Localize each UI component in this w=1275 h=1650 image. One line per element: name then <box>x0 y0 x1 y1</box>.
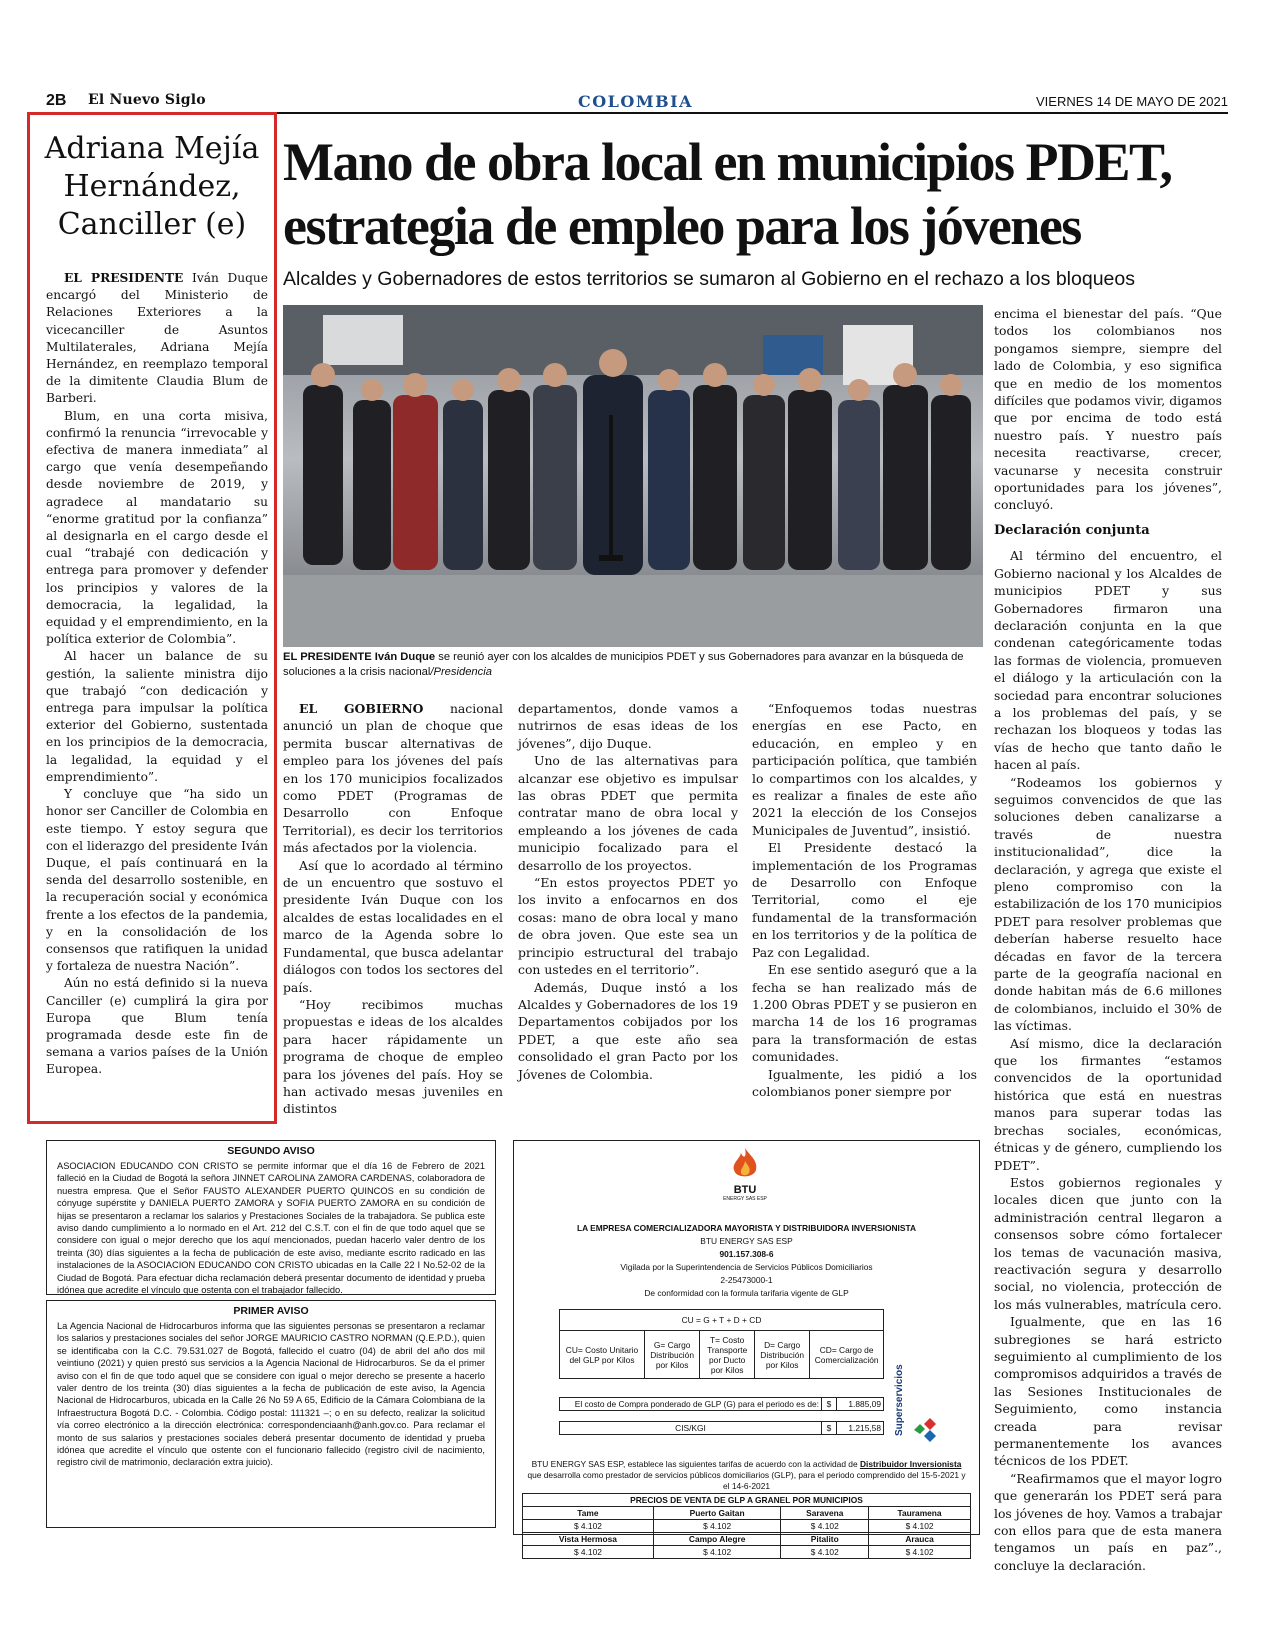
article-paragraph: Estos gobiernos regionales y locales dicen que junto con la administración central llegaron a consensos sobre cómo fortalecer los temas de vacunación masiva, reactivación segura y desarrollo social, no violencia, protección de los más vulnerables, matrícula cero. <box>994 1174 1222 1312</box>
article-paragraph: Al término del encuentro, el Gobierno nacional y los Alcaldes de municipios PDET y sus Gobernadores firmaron una declaración conjunta en la que condenan categóricamente todas las formas de violencia, promueven el diálogo y la articulación con la sociedad para encontrar soluciones a los problemas del país, y se rechazan los bloqueos y todas las vías de hecho que tanto daño le hacen al país. <box>994 548 1222 773</box>
article-paragraph: Así mismo, dice la declaración que los firmantes “estamos convencidos de la oportunidad histórica que está en nuestras manos para superar todas las brechas sociales, económicas, étnicas y de género, cumpliendo los PDET”. <box>994 1035 1222 1173</box>
price-value: $ 4.102 <box>869 1520 971 1533</box>
flame-icon <box>730 1147 760 1181</box>
cost-currency: $ <box>822 1398 837 1411</box>
article-photo <box>283 305 983 647</box>
price-value: $ 4.102 <box>523 1520 654 1533</box>
article-paragraph: “Rodeamos los gobiernos y seguimos convencidos de que las soluciones deben canalizarse a través de nuestra institucionalidad”, dice la declaración, y agrega que existe el pleno compromiso con la estabilización de los 170 municipios PDET para resolver problemas que deberían haberse resuelto hace décadas en favor de la tercera parte de la geografía nacional en donde habitan más de 6.6 millones de colombianos, incluido el 30% de las víctimas. <box>994 774 1222 1034</box>
second-notice-title: SEGUNDO AVISO <box>227 1145 315 1157</box>
superservicios-text: Superservicios <box>894 1364 905 1436</box>
first-notice-title: PRIMER AVISO <box>233 1305 309 1317</box>
newspaper-name: El Nuevo Siglo <box>88 92 206 108</box>
btu-advertisement <box>513 1140 980 1557</box>
sidebar-paragraph: Y concluye que “ha sido un honor ser Canciller de Colombia en este tiempo. Y estoy segura que con el liderazgo del presidente Iván Duque, el país continuará en la senda del desarrollo sostenible, en la recuperación social y económica frente a los efectos de la pandemia, y en la consolidación de los consensos que ratifiquen la unidad y fortaleza de nuestra Nación”. <box>46 787 268 974</box>
article-paragraph: Igualmente, les pidió a los colombianos poner siempre por <box>752 1066 977 1099</box>
btu-company-line1: LA EMPRESA COMERCIALIZADORA MAYORISTA Y DISTRIBUIDORA INVERSIONISTA <box>576 1223 917 1233</box>
tarifa-text-b: Distribuidor Inversionista <box>859 1459 962 1469</box>
article-paragraph: Así que lo acordado al término de un encuentro que sostuvo el presidente Iván Duque con los alcaldes de estas localidades en el marco de la Agenda sobre lo Fundamental, que busca adelantar diálogos con todos los sectores del país. <box>283 857 503 995</box>
article-paragraph: encima el bienestar del país. “Que todos los colombianos nos pongamos siempre, siempre del lado de Colombia, y eso significa que en medio de los momentos difíciles que podamos vivir, digamos que por encima de todo está nuestro país. Y nuestro país necesita reactivarse, crecer, vacunarse y necesita construir oportunidades para los jóvenes”, concluyó. <box>994 306 1222 513</box>
tarifa-text-a: BTU ENERGY SAS ESP, establece las siguientes tarifas de acuerdo con la actividad de <box>531 1459 858 1469</box>
article-text: nacional anunció un plan de choque que permita buscar alternativas de empleo para los jóvenes del país en los 170 municipios focalizados como PDET (Programas de Desarrollo con Enfoque Territorial), es decir los territorios más afectados por la violencia. <box>283 701 503 856</box>
sidebar-title: Adriana Mejía Hernández, Canciller (e) <box>44 131 260 242</box>
article-column-2 <box>518 700 738 1083</box>
article-headline: Mano de obra local en municipios PDET, estrategia de empleo para los jóvenes <box>283 132 1172 256</box>
btu-logo <box>709 1147 781 1209</box>
formula-cell: D= Cargo Distribución por Kilos <box>755 1331 810 1379</box>
cis-currency: $ <box>822 1422 837 1435</box>
formula-cell: G= Cargo Distribución por Kilos <box>645 1331 700 1379</box>
formula-cell: CU= Costo Unitario del GLP por Kilos <box>560 1331 645 1379</box>
first-notice-text: La Agencia Nacional de Hidrocarburos informa que las siguientes personas se presentaron a reclamar los salarios y prestaciones sociales del señor JORGE MAURICIO CASTRO NORMAN (Q.E.P.D.), quien se identificaba con la C.C. 79.531.027 de Bogotá, fallecido el cuatro (04) de abril del año dos mil veintiuno (2021) y quien prestó sus servicios a la Agencia Nacional de Hidrocarburos. Se da el primer aviso con el fin de que todo aquel que se considere con igual o mejor derecho se presente a hacerlo valer dentro de los treinta (30) días siguientes a la fecha de publicación de este aviso, la Agencia Nacional de Hidrocarburos, ubicada en la Calle 26 No 59 A 65, Edificio de la Cámara Colombiana de la Infraestructura Bogotá D.C. - Colombia. Código postal: 111321 –; o en su defecto, realizar la solicitud vía correo electrónico a la dirección electrónica: correspondenciaanh@anh.gov.co. Para reclamar el monto de sus salarios y prestaciones sociales deberá presentar documento de identidad y prueba idónea que acredite el vínculo que ostente con el funcionario fallecido (registro civil de nacimiento, registro civil de matrimonio, declaración extra juicio). <box>57 1321 485 1468</box>
article-paragraph: “Enfoquemos todas nuestras energías en ese Pacto, en educación, en empleo y en participación política, que también lo compartimos con los alcaldes, y es realizar a finales de este año 2021 la elección de los Consejos Municipales de Juventud”, insistió. <box>752 701 977 838</box>
article-paragraph: Además, Duque instó a los Alcaldes y Gobernadores de los 19 Departamentos cobijados por los PDET, a que este año sea consolidado el gran Pacto por los Jóvenes de Colombia. <box>518 979 738 1082</box>
price-value: $ 4.102 <box>781 1546 869 1559</box>
article-paragraph <box>283 700 503 857</box>
sidebar-paragraph: Aún no está definido si la nueva Canciller (e) cumplirá la gira por Europa que Blum tenía programada desde este fin de semana a varios países de la Unión Europea. <box>46 976 268 1077</box>
article-paragraph: “Hoy recibimos muchas propuestas e ideas de los alcaldes para hacer rápidamente un programa de choque de empleo para los jóvenes del país. Hoy se han activado mesas juveniles en distintos <box>283 996 503 1117</box>
btu-nit: 901.157.308-6 <box>719 1249 774 1259</box>
superservicios-icon <box>912 1416 938 1442</box>
price-value: $ 4.102 <box>523 1546 654 1559</box>
price-value: $ 4.102 <box>869 1546 971 1559</box>
price-municipio: Tame <box>523 1507 654 1520</box>
btu-company-line2: BTU ENERGY SAS ESP <box>700 1236 793 1246</box>
price-value: $ 4.102 <box>653 1520 781 1533</box>
btu-vigilada: Vigilada por la Superintendencia de Servicios Públicos Domiciliarios <box>620 1262 873 1272</box>
price-municipio: Campo Alegre <box>653 1533 781 1546</box>
second-notice-text: ASOCIACION EDUCANDO CON CRISTO se permite informar que el día 16 de Febrero de 2021 falleció en la Ciudad de Bogotá la señora JINNET CAROLINA ZAMORA CARDENAS, colaboradora de nuestra empresa. Que el Señor FAUSTO ALEXANDER PUERTO QUINCOS en su condición de cónyuge supérstite y DANIELA PUERTO ZAMORA y SOFIA PUERTO ZAMORA en su condición de hijas se presentaron a reclamar los salarios y Prestaciones Sociales de la trabajadora. Se publica este aviso dando cumplimiento a lo normado en el Art. 212 del C.S.T. con el fin de que todo aquel que se considere con igual o mejor derecho que los aquí mencionados, puedan hacerlo valer dentro de los treinta (30) días siguientes a la fecha de publicación de este aviso, mediante escrito radicado en las instalaciones de la ASOCIACION EDUCANDO CON CRISTO ubicadas en la Calle 22 I No.52-02 de la Ciudad de Bogotá. Para efectuar dicha reclamación deberá presentar documento de identidad y prueba idónea que acredite el vínculo que ostenta con el trabajador fallecido. <box>57 1161 485 1296</box>
article-column-1 <box>283 700 503 1118</box>
cis-table <box>559 1421 884 1435</box>
sidebar-lead: EL PRESIDENTE <box>64 271 184 285</box>
btu-logo-sub: ENERGY SAS ESP <box>723 1196 767 1202</box>
article-subtitle: Declaración conjunta <box>994 522 1150 538</box>
article-paragraph: En ese sentido aseguró que a la fecha se han realizado más de 1.200 Obras PDET y se pusieron en marcha 14 de los 16 programas para la transformación de estas comunidades. <box>752 962 977 1065</box>
photo-caption <box>283 650 983 680</box>
article-paragraph: El Presidente destacó la implementación de los Programas de Desarrollo con Enfoque Territorial, como el eje fundamental de la transformación en los territorios y de la política de Paz con Legalidad. <box>752 840 977 960</box>
sidebar-paragraph: Blum, en una corta misiva, confirmó la renuncia “irrevocable y efectiva de manera inmediata” al cargo que venía desempeñando desde noviembre de 2019, y agradece al mandatario su “enorme gratitud por la confianza” al designarla en el cargo desde el cual “trabajé con dedicación y entrega para promover y defender los principios y valores de la democracia, la legalidad, la equidad y el emprendimiento, en la política exterior de Colombia”. <box>46 408 268 647</box>
sidebar-paragraph <box>46 270 268 408</box>
sidebar-text: Iván Duque encargó del Ministerio de Relaciones Exteriores a la vicecanciller de Asuntos Multilaterales, Adriana Mejía Hernández, en reemplazo temporal de la dimitente Claudia Blum de Barberi. <box>46 271 268 406</box>
page-number: 2B <box>46 92 67 109</box>
price-municipio: Saravena <box>781 1507 869 1520</box>
sidebar-body <box>46 270 268 1079</box>
cost-table <box>559 1397 884 1411</box>
issue-date: VIERNES 14 DE MAYO DE 2021 <box>1036 94 1228 109</box>
prices-table <box>522 1493 971 1559</box>
cost-label: El costo de Compra ponderado de GLP (G) para el periodo es de: <box>560 1398 822 1411</box>
section-name: COLOMBIA <box>578 92 693 111</box>
article-paragraph: “En estos proyectos PDET yo los invito a enfocarnos en dos cosas: mano de obra local y mano de obra joven. Que este sea un principio estructural del trabajo con ustedes en el territorio”. <box>518 875 738 978</box>
cis-value: 1.215,58 <box>837 1422 884 1435</box>
price-municipio: Vista Hermosa <box>523 1533 654 1546</box>
first-notice <box>46 1300 496 1528</box>
cis-label: CIS/KGI <box>560 1422 822 1435</box>
article-subhead: Alcaldes y Gobernadores de estos territorios se sumaron al Gobierno en el rechazo a los bloqueos <box>283 268 1135 290</box>
btu-logo-text: BTU <box>733 1184 757 1196</box>
superservicios-logo <box>894 1336 954 1446</box>
second-notice <box>46 1140 496 1295</box>
price-municipio: Pitalito <box>781 1533 869 1546</box>
price-value: $ 4.102 <box>653 1546 781 1559</box>
article-paragraph: departamentos, donde vamos a nutrirnos de esas ideas de los jóvenes”, dijo Duque. <box>518 701 738 751</box>
prices-title: PRECIOS DE VENTA DE GLP A GRANEL POR MUNICIPIOS <box>523 1494 971 1507</box>
btu-code: 2-25473000-1 <box>720 1275 773 1285</box>
article-paragraph: Igualmente, que en las 16 subregiones se hará estricto seguimiento al cumplimiento de los compromisos adquiridos a través de las Sesiones Institucionales de Seguimiento, como instancia creada para revisar permanentemente los avances técnicos de los PDET. <box>994 1314 1222 1469</box>
price-municipio: Tauramena <box>869 1507 971 1520</box>
caption-text: se reunió ayer con los alcaldes de municipios PDET y sus Gobernadores para avanzar en la búsqueda de soluciones a la crisis nacional <box>283 651 964 678</box>
btu-conformidad: De conformidad con la formula tarifaria vigente de GLP <box>644 1288 849 1298</box>
cost-value: 1.885,09 <box>837 1398 884 1411</box>
caption-lead: EL PRESIDENTE Iván Duque <box>283 651 436 663</box>
price-municipio: Puerto Gaitan <box>653 1507 781 1520</box>
formula-table <box>559 1309 884 1379</box>
formula-text: CU = G + T + D + CD <box>560 1310 884 1331</box>
article-column-4 <box>994 305 1222 1574</box>
formula-cell: T= Costo Transporte por Ducto por Kilos <box>700 1331 755 1379</box>
article-paragraph: Uno de las alternativas para alcanzar ese objetivo es impulsar las obras PDET que permita contratar mano de obra local y empleando a los jóvenes de cada municipio focalizado para el desarrollo de los proyectos. <box>518 753 738 873</box>
press-conference-photo <box>283 305 983 647</box>
article-paragraph: “Reafirmamos que el mayor logro que generarán los PDET será para los jóvenes de hoy. Vamos a trabajar con ellos para que de esta manera tengamos un país en paz”., concluye la declaración. <box>994 1470 1222 1573</box>
caption-credit: /Presidencia <box>430 666 492 678</box>
sidebar-paragraph: Al hacer un balance de su gestión, la saliente ministra dijo que trabajó “con dedicación y entrega para impulsar la política exterior del Gobierno, sustentada en los principios de la democracia, la legalidad, la equidad y el emprendimiento”. <box>46 649 268 784</box>
article-column-3 <box>752 700 977 1100</box>
price-municipio: Arauca <box>869 1533 971 1546</box>
tarifa-text <box>524 1459 969 1492</box>
tarifa-text-c: que desarrolla como prestador de servicios públicos domiciliarios (GLP), para el periodo comprendido del 15-5-2021 y el 14-6-2021 <box>527 1470 966 1491</box>
formula-cell: CD= Cargo de Comercialización <box>810 1331 884 1379</box>
article-lead: EL GOBIERNO <box>299 701 424 716</box>
price-value: $ 4.102 <box>781 1520 869 1533</box>
